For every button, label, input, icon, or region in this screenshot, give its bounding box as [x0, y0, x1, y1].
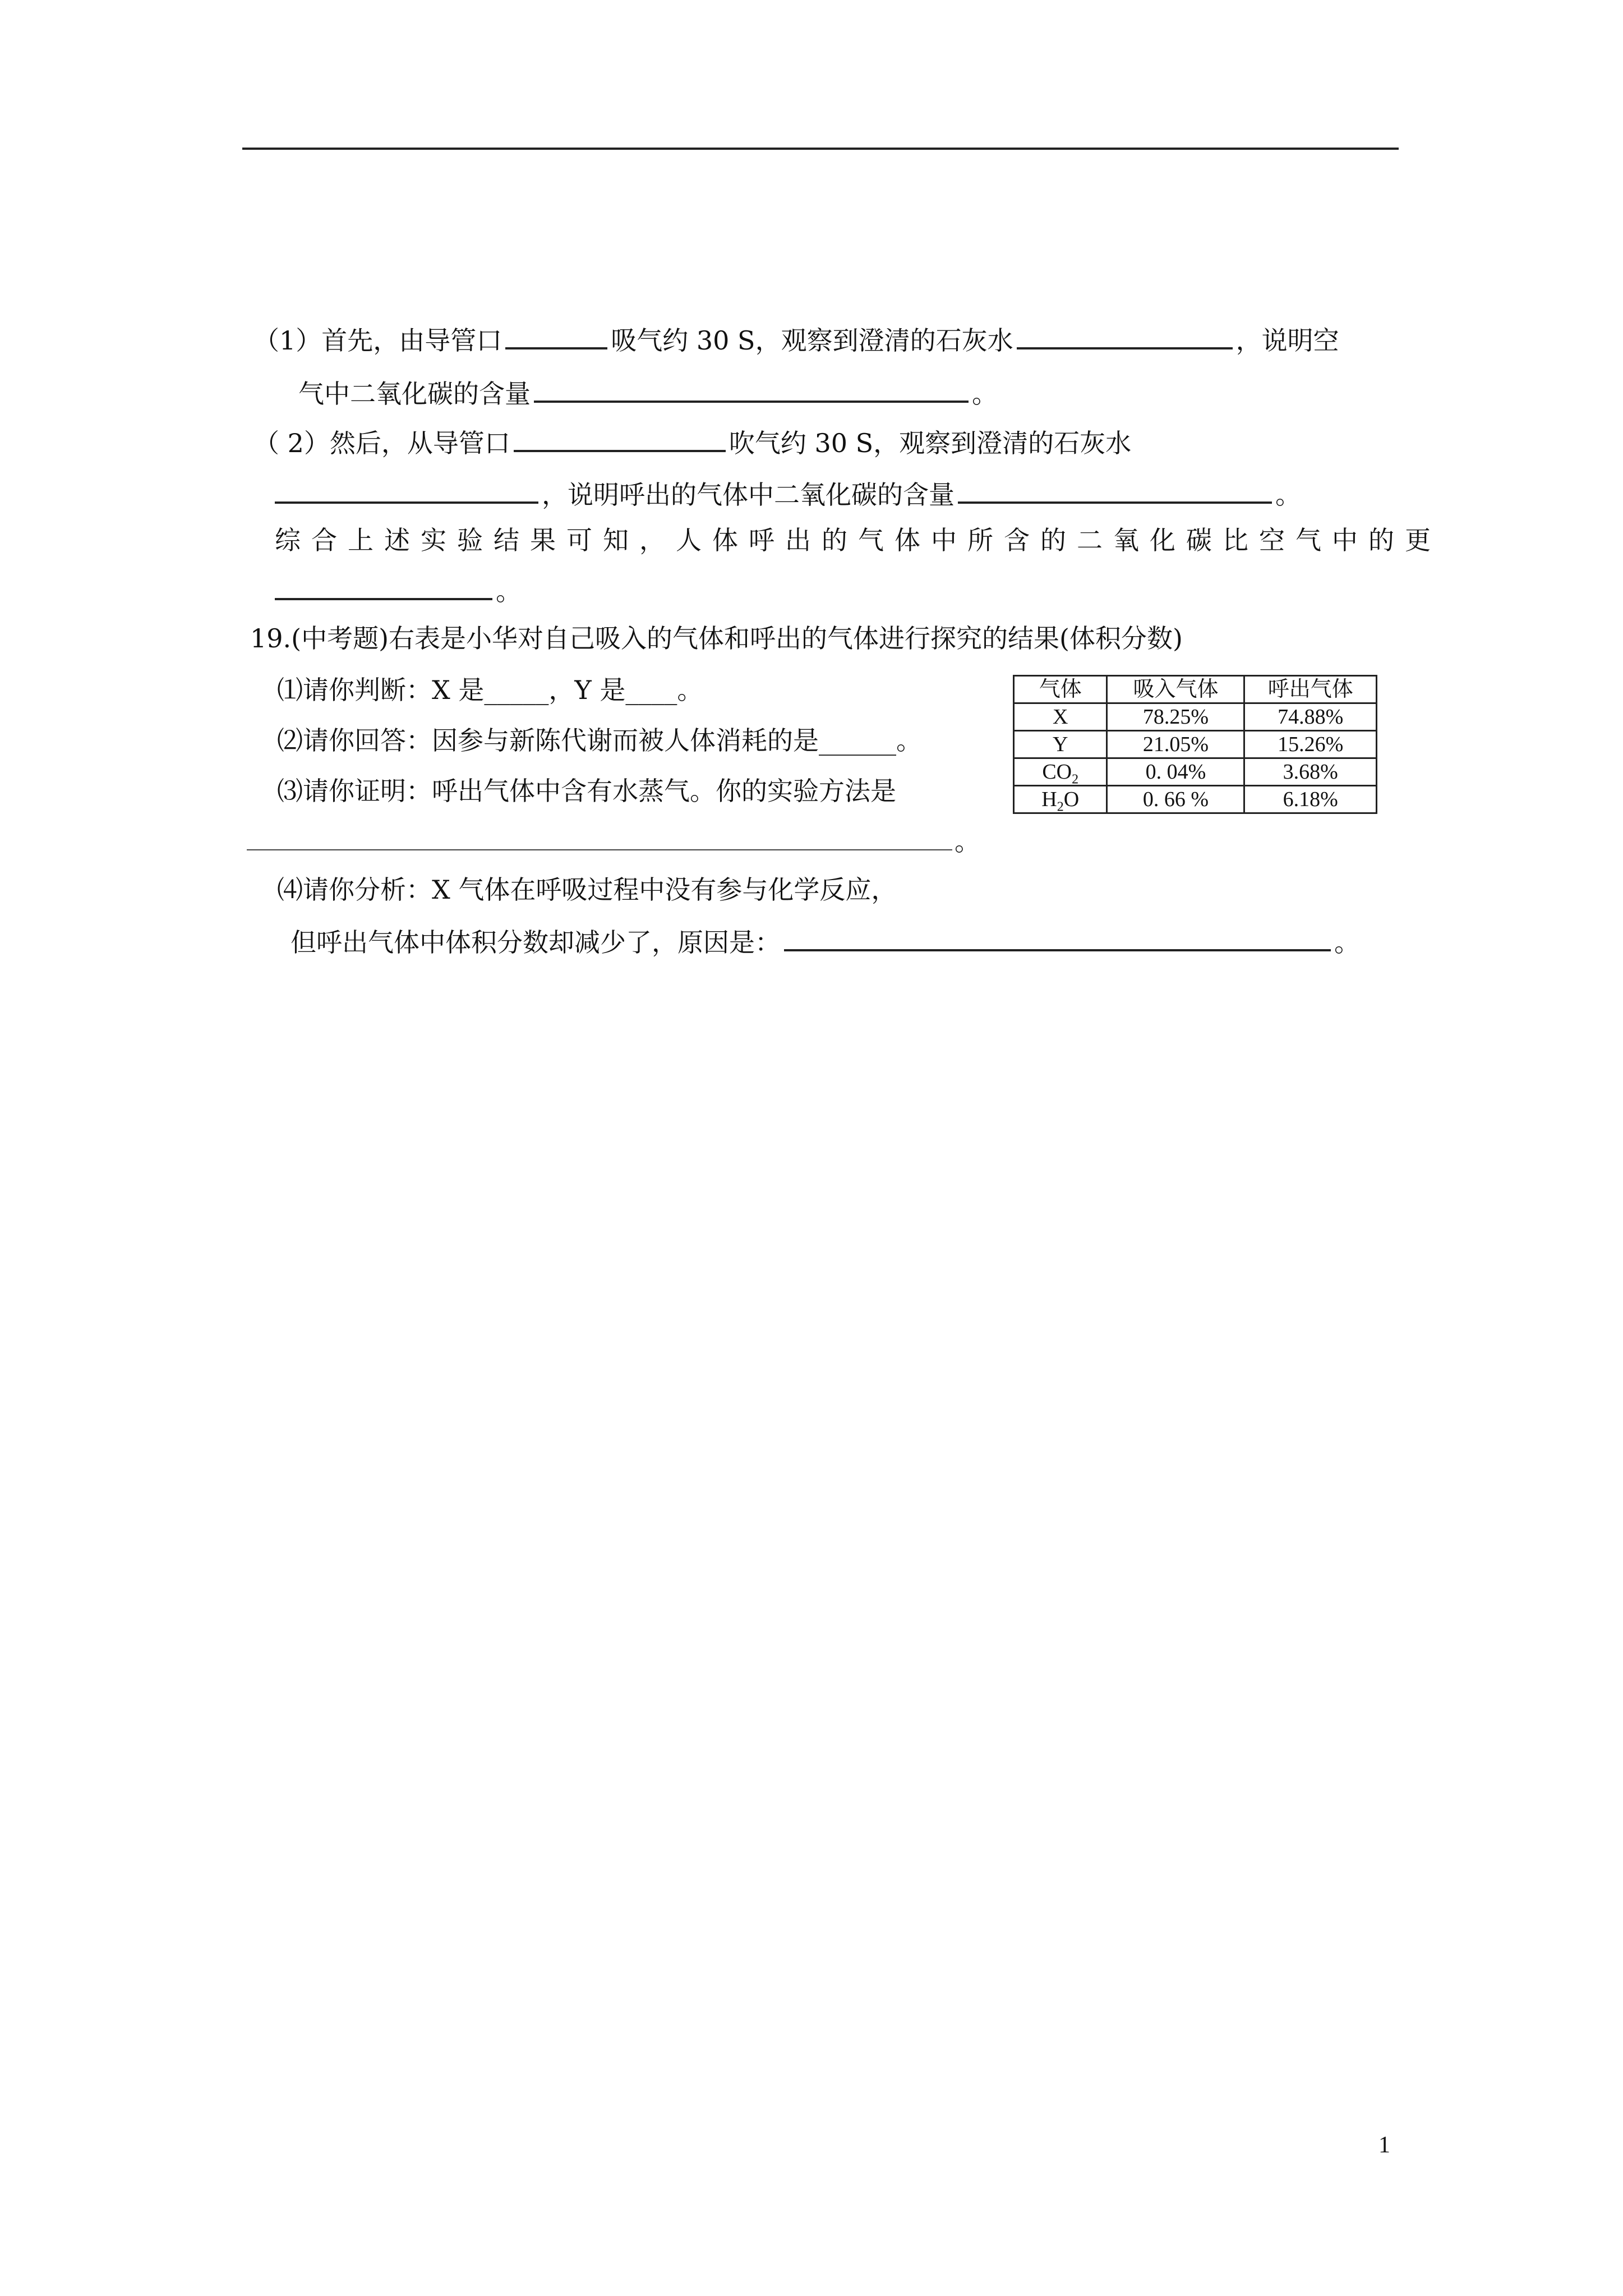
- exhaled-cell: 15.26%: [1244, 731, 1377, 758]
- answer-blank[interactable]: [514, 427, 726, 452]
- formula-subscript: 2: [1057, 799, 1064, 815]
- formula-subscript: 2: [1072, 772, 1079, 787]
- table-row: [1014, 786, 1377, 813]
- q18-summary: 综合上述实验结果可知，人体呼出的气体中所含的二氧化碳比空气中的更: [275, 525, 1441, 555]
- q18-part1-line2: [298, 377, 998, 411]
- q18-part1-line1: [253, 324, 1339, 357]
- q18-part2-line2: [275, 478, 1301, 512]
- header-rule: [242, 148, 1399, 150]
- answer-blank[interactable]: [1017, 325, 1233, 349]
- answer-blank[interactable]: [275, 576, 492, 600]
- table-header-row: [1014, 676, 1377, 703]
- period: 。: [496, 576, 522, 606]
- q19-sub1: ⑴请你判断：X 是_____，Y 是____。: [277, 675, 703, 705]
- answer-blank[interactable]: [784, 927, 1331, 951]
- q19-sub3-answer: [247, 825, 980, 858]
- exhaled-cell: 3.68%: [1244, 758, 1377, 786]
- q18-part1-text-a: （1）首先，由导管口: [253, 325, 502, 356]
- table-row: [1014, 703, 1377, 731]
- gas-composition-table: [1013, 675, 1377, 814]
- formula-main: H: [1041, 788, 1057, 811]
- q18-part2-text-c: ，说明呼出的气体中二氧化碳的含量: [542, 480, 955, 510]
- period: 。: [1334, 927, 1360, 958]
- period: 。: [1275, 480, 1301, 510]
- formula-tail: O: [1063, 788, 1080, 811]
- q19-sub4-line2: [291, 926, 1360, 959]
- answer-blank[interactable]: [505, 325, 607, 349]
- answer-blank[interactable]: [247, 827, 952, 850]
- inhaled-cell: 21.05%: [1107, 731, 1244, 758]
- q19-sub3: ⑶请你证明：呼出气体中含有水蒸气。你的实验方法是: [277, 776, 896, 806]
- q19-sub2: ⑵请你回答：因参与新陈代谢而被人体消耗的是______。: [277, 725, 922, 756]
- q18-part2-text-a: （ 2）然后，从导管口: [253, 428, 510, 458]
- formula-main: CO: [1042, 760, 1072, 784]
- gas-name-cell: X: [1014, 703, 1107, 731]
- inhaled-cell: 78.25%: [1107, 703, 1244, 731]
- q18-part1-text-d: 气中二氧化碳的含量: [298, 379, 531, 409]
- gas-name-cell: [1014, 786, 1107, 813]
- answer-blank[interactable]: [534, 378, 969, 403]
- answer-blank[interactable]: [958, 479, 1272, 504]
- exhaled-cell: 74.88%: [1244, 703, 1377, 731]
- q19-sub4-text: 但呼出气体中体积分数却减少了，原因是：: [291, 927, 781, 958]
- period: 。: [972, 379, 998, 409]
- q18-part1-text-b: 吸气约 30 S，观察到澄清的石灰水: [611, 325, 1013, 356]
- q18-part2-text-b: 吹气约 30 S，观察到澄清的石灰水: [728, 428, 1132, 458]
- table-header-cell: 气体: [1014, 676, 1107, 703]
- table-row: [1014, 758, 1377, 786]
- q18-summary-line2: [275, 574, 522, 608]
- table-header-cell: 呼出气体: [1244, 676, 1377, 703]
- table-row: [1014, 731, 1377, 758]
- inhaled-cell: 0. 04%: [1107, 758, 1244, 786]
- q18-part2-line1: [253, 426, 1131, 460]
- table-header-cell: 吸入气体: [1107, 676, 1244, 703]
- exhaled-cell: 6.18%: [1244, 786, 1377, 813]
- gas-name-cell: Y: [1014, 731, 1107, 758]
- q18-part1-text-c: ，说明空: [1235, 325, 1339, 356]
- q19-title: 19.(中考题)右表是小华对自己吸入的气体和呼出的气体进行探究的结果(体积分数): [250, 623, 1183, 654]
- inhaled-cell: 0. 66 %: [1107, 786, 1244, 813]
- page-number: 1: [1378, 2132, 1390, 2158]
- q19-sub4-line1: ⑷请你分析：X 气体在呼吸过程中没有参与化学反应，: [277, 875, 897, 905]
- gas-name-cell: [1014, 758, 1107, 786]
- period: 。: [955, 826, 980, 857]
- answer-blank[interactable]: [275, 479, 538, 504]
